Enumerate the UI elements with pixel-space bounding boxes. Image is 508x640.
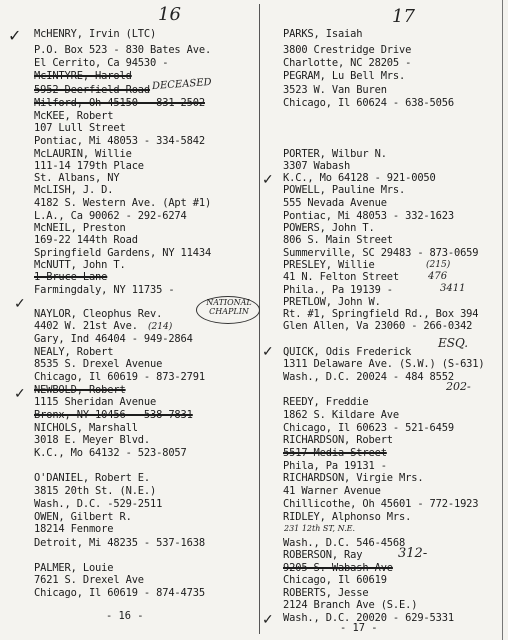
entry-address: 3018 E. Meyer Blvd. xyxy=(34,434,151,446)
entry-address: 4182 S. Western Ave. (Apt #1) xyxy=(34,197,212,209)
entry-city: Chicago, Il 60624 - 638-5056 xyxy=(283,97,454,109)
entry-city: Bronx, NY 10456 - 538-7831 xyxy=(34,409,193,421)
entry-name: McINTYRE, Harold xyxy=(34,70,132,82)
entry-city: Chicago, Il 60619 - 873-2791 xyxy=(34,371,205,383)
entry-address: 18214 Fenmore xyxy=(34,523,114,535)
entry-name: PEGRAM, Lu Bell Mrs. xyxy=(283,70,406,82)
entry-address: 41 Warner Avenue xyxy=(283,485,381,497)
checkmark-icon: ✓ xyxy=(8,26,22,45)
entry-name: McLISH, J. D. xyxy=(34,184,114,196)
handwritten-zip-note: (214) xyxy=(148,322,173,332)
entry-address: 1311 Delaware Ave. (S.W.) (S-631) xyxy=(283,358,485,370)
entry-city: Phila, Pa 19131 - xyxy=(283,460,387,472)
entry-name: PORTER, Wilbur N. xyxy=(283,148,387,160)
entry-city: Chicago, Il 60623 - 521-6459 xyxy=(283,422,454,434)
entry-name: RIDLEY, Alphonso Mrs. xyxy=(283,511,412,523)
checkmark-icon: ✓ xyxy=(14,386,26,402)
entry-city: El Cerrito, Ca 94530 - xyxy=(34,57,169,69)
entry-city: Pontiac, Mi 48053 - 332-1623 xyxy=(283,210,454,222)
handwritten-chaplin-note: NATIONAL CHAPLIN xyxy=(206,298,252,316)
entry-name: RICHARDSON, Robert xyxy=(283,434,393,446)
entry-name: POWERS, John T. xyxy=(283,222,375,234)
handwritten-deceased-note: DECEASED xyxy=(151,76,212,93)
entry-city: Chicago, Il 60619 xyxy=(283,574,387,586)
entry-address: Rt. #1, Springfield Rd., Box 394 xyxy=(283,308,479,320)
entry-name: POWELL, Pauline Mrs. xyxy=(283,184,406,196)
entry-name: PALMER, Louie xyxy=(34,562,114,574)
entry-address: 806 S. Main Street xyxy=(283,234,393,246)
entry-city: Springfield Gardens, NY 11434 xyxy=(34,247,212,259)
entry-address: 5952 Deerfield Road xyxy=(34,84,151,96)
entry-address: 3815 20th St. (N.E.) xyxy=(34,485,157,497)
entry-address: P.O. Box 523 - 830 Bates Ave. xyxy=(34,44,212,56)
entry-address: 1862 S. Kildare Ave xyxy=(283,409,400,421)
entry-name: QUICK, Odis Frederick xyxy=(283,346,412,358)
entry-name: OWEN, Gilbert R. xyxy=(34,511,132,523)
entry-address: 1 Bruce Lane xyxy=(34,271,108,283)
entry-name: McLAURIN, Willie xyxy=(34,148,132,160)
entry-city: Charlotte, NC 28205 - xyxy=(283,57,412,69)
entry-city: Wash., D.C. 20020 - 629-5331 xyxy=(283,612,454,624)
entry-city: Pontiac, Mi 48053 - 334-5842 xyxy=(34,135,205,147)
entry-address: 111-14 179th Place xyxy=(34,160,144,172)
entry-name: REEDY, Freddie xyxy=(283,396,369,408)
entry-address: 3307 Wabash xyxy=(283,160,351,172)
entry-name: O'DANIEL, Robert E. xyxy=(34,472,151,484)
entry-city: Chillicothe, Oh 45601 - 772-1923 xyxy=(283,498,479,510)
entry-name: McNUTT, John T. xyxy=(34,259,126,271)
handwritten-phone-note: 3411 xyxy=(440,283,466,294)
handwritten-page-number-left: 16 xyxy=(158,4,181,25)
entry-city: Detroit, Mi 48235 - 537-1638 xyxy=(34,537,205,549)
entry-address: 9205 S. Wabash Ave xyxy=(283,562,393,574)
entry-city: Chicago, Il 60619 - 874-4735 xyxy=(34,587,205,599)
entry-name: NAYLOR, Cleophus Rev. xyxy=(34,308,163,320)
checkmark-icon: ✓ xyxy=(262,344,274,360)
page-number-left: - 16 - xyxy=(106,610,144,622)
entry-name: PRETLOW, John W. xyxy=(283,296,381,308)
entry-city: L.A., Ca 90062 - 292-6274 xyxy=(34,210,187,222)
entry-address: 169-22 144th Road xyxy=(34,234,138,246)
entry-name: PRESLEY, Willie xyxy=(283,259,375,271)
entry-name: RICHARDSON, Virgie Mrs. xyxy=(283,472,424,484)
page-number-right: - 17 - xyxy=(340,622,378,634)
entry-name: NEWBOLD, Robert xyxy=(34,384,126,396)
entry-address: 41 N. Felton Street xyxy=(283,271,400,283)
column-divider xyxy=(259,4,260,634)
entry-city: Wash., D.C. 546-4568 xyxy=(283,537,406,549)
entry-name: NEALY, Robert xyxy=(34,346,114,358)
entry-address: 1115 Sheridan Avenue xyxy=(34,396,157,408)
handwritten-room-note: (215) xyxy=(426,260,451,270)
entry-address: 3523 W. Van Buren xyxy=(283,84,387,96)
entry-address: 3800 Crestridge Drive xyxy=(283,44,412,56)
checkmark-icon: ✓ xyxy=(262,172,274,188)
checkmark-icon: ✓ xyxy=(14,296,26,312)
entry-city: Wash., D.C. -529-2511 xyxy=(34,498,163,510)
entry-address: 107 Lull Street xyxy=(34,122,126,134)
entry-name: NICHOLS, Marshall xyxy=(34,422,138,434)
handwritten-code-note: 202- xyxy=(446,380,471,393)
page-edge xyxy=(502,0,503,640)
entry-city: Wash., D.C. 20024 - 484 8552 xyxy=(283,371,454,383)
entry-city: Glen Allen, Va 23060 - 266-0342 xyxy=(283,320,473,332)
handwritten-esq-note: ESQ. xyxy=(438,336,469,350)
entry-address: 4402 W. 21st Ave. xyxy=(34,320,138,332)
entry-city: Farmingdaly, NY 11735 - xyxy=(34,284,175,296)
entry-name: ROBERSON, Ray xyxy=(283,549,363,561)
entry-name: PARKS, Isaiah xyxy=(283,28,363,40)
entry-address: 2124 Branch Ave (S.E.) xyxy=(283,599,418,611)
handwritten-code-note: 312- xyxy=(398,546,428,561)
entry-name: McKEE, Robert xyxy=(34,110,114,122)
entry-city: Phila., Pa 19139 - xyxy=(283,284,393,296)
entry-city: K.C., Mo 64132 - 523-8057 xyxy=(34,447,187,459)
entry-city: Milford, Oh 45150 - 831-2502 xyxy=(34,97,205,109)
entry-name: ROBERTS, Jesse xyxy=(283,587,369,599)
entry-name: McNEIL, Preston xyxy=(34,222,126,234)
entry-city: St. Albans, NY xyxy=(34,172,120,184)
entry-name: McHENRY, Irvin (LTC) xyxy=(34,28,157,40)
entry-city: Summerville, SC 29483 - 873-0659 xyxy=(283,247,479,259)
entry-address: 555 Nevada Avenue xyxy=(283,197,387,209)
entry-city: K.C., Mo 64128 - 921-0050 xyxy=(283,172,436,184)
entry-city: Gary, Ind 46404 - 949-2864 xyxy=(34,333,193,345)
entry-address: 8535 S. Drexel Avenue xyxy=(34,358,163,370)
handwritten-page-number-right: 17 xyxy=(392,6,415,27)
handwritten-address-note: 231 12th ST, N.E. xyxy=(284,524,356,533)
entry-address: 5517 Media Street xyxy=(283,447,387,459)
entry-address: 7621 S. Drexel Ave xyxy=(34,574,144,586)
handwritten-phone-note: 476 xyxy=(428,271,448,282)
checkmark-icon: ✓ xyxy=(262,612,274,628)
